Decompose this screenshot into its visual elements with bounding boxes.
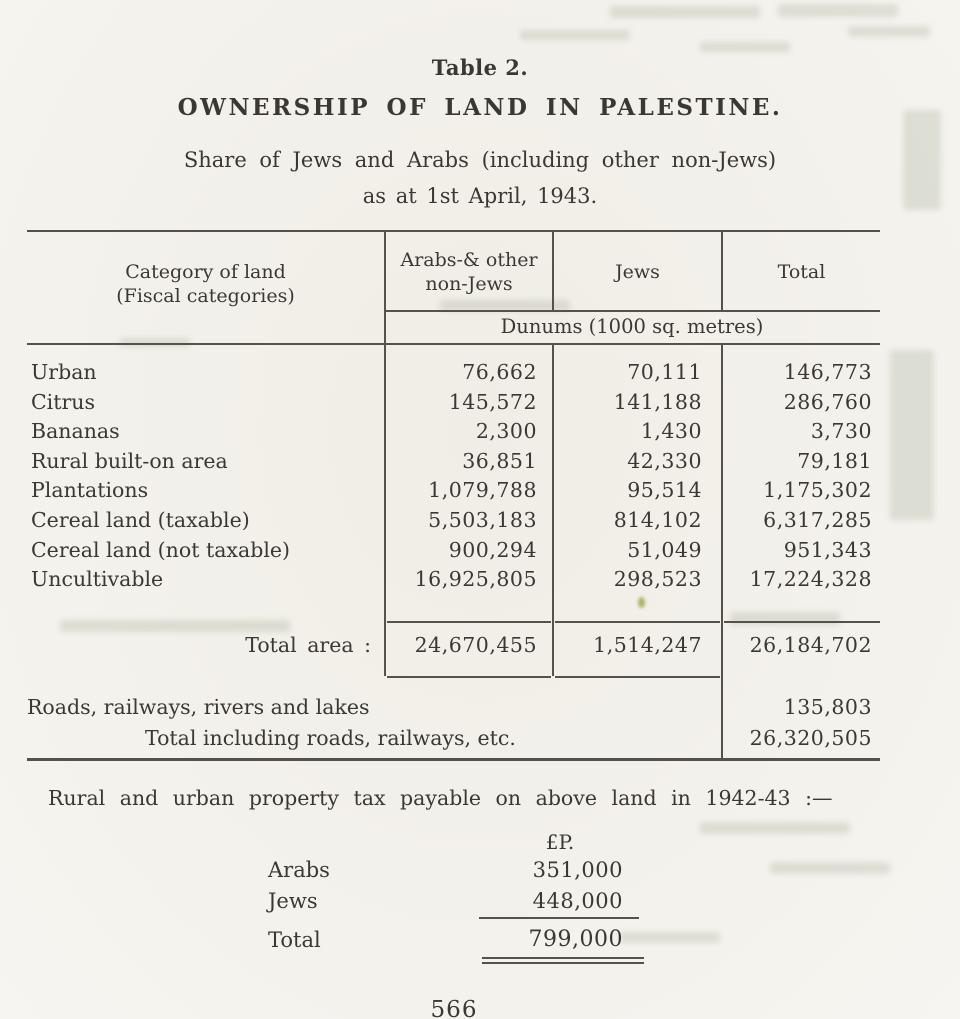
table-row [27,565,880,595]
row-arabs-value: 145,572 [448,389,537,414]
row-category: Cereal land (not taxable) [31,537,291,562]
grand-total-value: 26,320,505 [749,726,872,750]
row-arabs-value: 1,079,788 [428,478,537,503]
bleed-through-artifact [610,6,760,18]
table-row [27,417,880,447]
header-category-line1: Category of land [125,261,286,283]
tax-row-jews-value: 448,000 [532,889,623,913]
row-total-value: 1,175,302 [763,478,872,503]
row-jews-value: 95,514 [627,478,702,503]
tax-row-arabs-label: Arabs [268,858,330,882]
row-jews-value: 51,049 [627,537,702,562]
total-area-total-value: 26,184,702 [749,633,872,657]
table-row [27,388,880,418]
row-total-value: 17,224,328 [749,567,872,592]
bleed-through-artifact [700,822,850,834]
row-category: Bananas [31,419,120,444]
row-category: Rural built-on area [31,448,228,473]
table-bottom-rule [27,758,880,761]
row-total-value: 286,760 [783,389,872,414]
roads-row [27,692,880,722]
units-label: Dunums (1000 sq. metres) [500,315,764,338]
bleed-through-artifact [520,30,630,40]
header-arabs-line2: non-Jews [425,273,513,295]
post-total-rule-arabs [387,676,551,678]
row-category: Plantations [31,478,149,503]
row-total-value: 951,343 [783,537,872,562]
table-row [27,358,880,388]
row-arabs-value: 16,925,805 [414,567,537,592]
roads-value: 135,803 [783,695,872,719]
bleed-through-artifact [770,862,890,874]
pre-total-rule-jews [555,621,720,623]
tax-section-heading: Rural and urban property tax payable on above land in 1942-43 :— [48,786,833,810]
header-arabs-line1: Arabs-& other [400,249,538,271]
table-row [27,536,880,566]
roads-label: Roads, railways, rivers and lakes [27,695,370,719]
row-total-value: 3,730 [810,419,872,444]
tax-total-label: Total [268,928,321,952]
table-caption: Table 2. [431,55,529,80]
row-arabs-value: 36,851 [462,448,537,473]
tax-subtotal-rule [479,917,639,919]
pre-total-rule-arabs [387,621,551,623]
row-total-value: 79,181 [797,448,872,473]
row-category: Urban [31,360,97,384]
tax-total-rule-lower [482,962,644,964]
document-subtitle-line1: Share of Jews and Arabs (including other non-Jews) [183,148,777,172]
grand-total-row [27,723,880,753]
row-arabs-value: 2,300 [475,419,537,444]
row-jews-value: 298,523 [613,567,702,592]
table-row [27,506,880,536]
table-body [27,358,880,595]
currency-label: £P. [545,830,575,854]
total-area-arabs-value: 24,670,455 [414,633,537,657]
bleed-through-artifact [848,26,930,37]
tax-row-jews-label: Jews [268,889,318,913]
row-category: Citrus [31,389,96,414]
document-title: OWNERSHIP OF LAND IN PALESTINE. [177,94,783,121]
tax-total-rule-upper [482,957,644,959]
document-subtitle-line2: as at 1st April, 1943. [362,184,598,208]
header-bottom-rule [27,343,880,345]
grand-total-label: Total including roads, railways, etc. [145,726,516,750]
header-category-line2: (Fiscal categories) [116,285,295,307]
row-jews-value: 141,188 [613,389,702,414]
header-total: Total [777,261,826,283]
row-arabs-value: 900,294 [448,537,537,562]
pre-total-rule-total [724,621,880,623]
bleed-through-artifact [620,932,720,943]
post-total-rule-jews [555,676,720,678]
tax-row-arabs-value: 351,000 [532,858,623,882]
row-jews-value: 814,102 [613,507,702,532]
header-category [27,260,384,308]
row-arabs-value: 5,503,183 [428,507,537,532]
row-jews-value: 70,111 [627,360,702,384]
row-jews-value: 42,330 [627,448,702,473]
header-jews: Jews [615,261,660,283]
row-category: Uncultivable [31,567,164,592]
total-area-row [27,626,880,664]
bleed-through-artifact [890,350,934,520]
total-area-jews-value: 1,514,247 [593,633,702,657]
bleed-through-artifact [700,42,790,52]
row-total-value: 6,317,285 [763,507,872,532]
row-jews-value: 1,430 [640,419,702,444]
land-ownership-table [27,230,880,761]
table-row [27,476,880,506]
row-total-value: 146,773 [783,360,872,384]
tax-total-value: 799,000 [528,927,623,952]
row-category: Cereal land (taxable) [31,507,250,532]
units-band-top-rule [384,310,880,312]
page-number: 566 [430,997,478,1019]
table-row [27,447,880,477]
bleed-through-artifact [778,4,898,17]
table-top-rule [27,230,880,232]
header-arabs [386,248,552,296]
total-area-label: Total area : [245,633,371,657]
row-arabs-value: 76,662 [462,360,537,384]
